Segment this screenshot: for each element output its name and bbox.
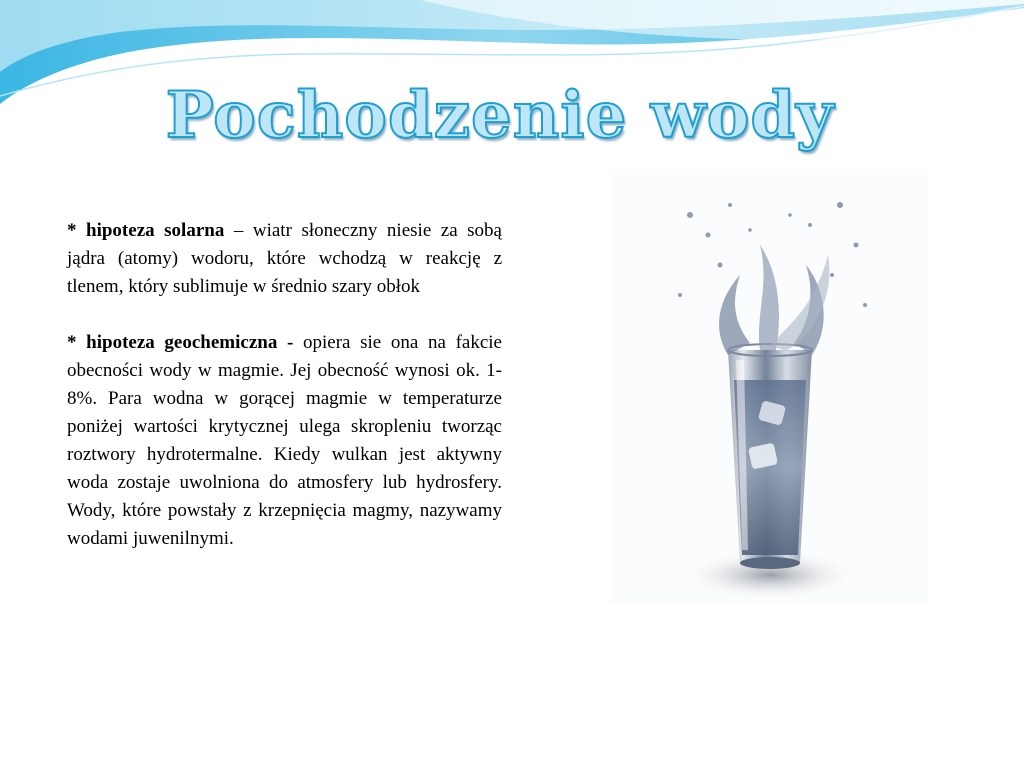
glass-of-water-image [610,175,928,603]
description-geochemical-hypothesis: opiera sie ona na fakcie obecności wody w magmie. Jej obecność wynosi ok. 1-8%. Para wodna w gorącej magmie w temperaturze poniżej wartości krytycznej ulega skropleniu tworząc roztwory hydrotermalne. Kiedy wulkan jest aktywny woda zostaje uwolniona do atmosfery lub hydrosfery. Wody, które powstały z krzepnięcia magmy, nazywamy wodami juwenilnymi. [67,332,502,549]
paragraph-solar-hypothesis [67,217,502,301]
slide-title: Pochodzenie wody [165,78,835,153]
description-solar-hypothesis: – wiatr słoneczny niesie za sobą jądra (atomy) wodoru, które wchodzą w reakcję z tlenem, który sublimuje w średnio szary obłok [67,220,502,297]
term-geochemical-hypothesis: * hipoteza geochemiczna - [67,332,294,353]
body-text [67,217,502,553]
paragraph-geochemical-hypothesis [67,329,502,553]
term-solar-hypothesis: * hipoteza solarna [67,220,225,241]
